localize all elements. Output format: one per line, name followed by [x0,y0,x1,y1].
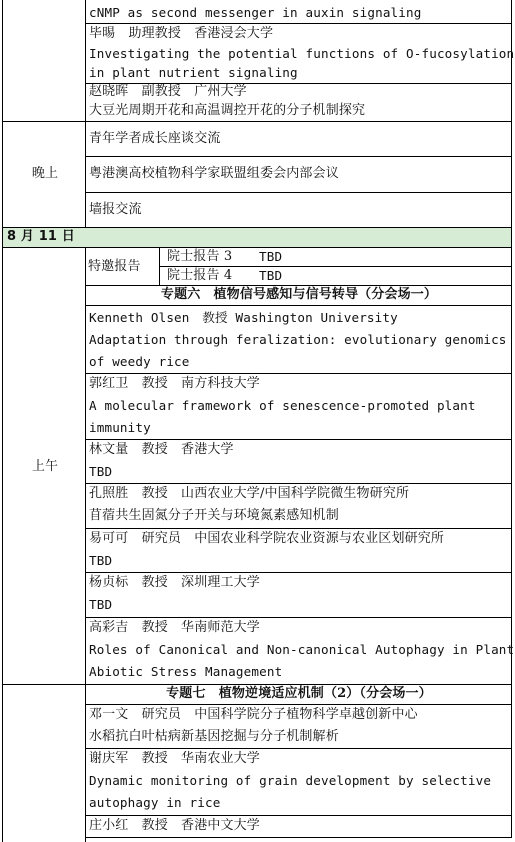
talk-title-line: 苜蓿共生固氮分子开关与环境氮素感知机制 [89,508,339,523]
talk-cell [86,573,512,618]
speaker-line: 庄小红 教授 香港中文大学 [89,818,260,833]
speaker-line: 邓一文 研究员 中国科学院分子植物科学卓越创新中心 [89,707,418,722]
continuation-block [2,0,515,122]
session-header [86,286,512,306]
talk-cell [86,374,512,440]
talk-title-line: autophagy in rice [89,795,221,810]
talk-cell [86,816,512,838]
speaker-line: 赵晓晖 副教授 广州大学 [89,84,247,99]
talk-cell [86,306,512,374]
evening-item [86,157,512,193]
session-title: 专题七 植物逆境适应机制（2）（分会场一） [166,686,432,701]
talk-title-line: 大豆光周期开花和高温调控开花的分子机制探究 [89,103,366,118]
talk-title-line: immunity [89,420,151,435]
speaker-line: 郭红卫 教授 南方科技大学 [89,376,260,391]
evening-item-text: 青年学者成长座谈交流 [89,131,221,146]
talk-title-line: TBD [89,553,113,568]
talk-title-line: A molecular framework of senescence-promoted plant [89,398,476,413]
keynote-title: 院士报告 3 [167,249,233,264]
talk-title-line: Investigating the potential functions of O-fucosylation [89,46,515,61]
time-label: 上午 [31,459,59,474]
time-cell-evening [2,121,86,228]
talk-title-line: of weedy rice [89,354,190,369]
keynote-value: TBD [259,249,283,264]
evening-item [86,121,512,157]
speaker-line: 孔照胜 教授 山西农业大学/中国科学院微生物研究所 [89,486,410,501]
date-bar [2,228,512,248]
time-cell-morning [2,248,86,685]
talk-title-line: 水稻抗白叶枯病新基因挖掘与分子机制解析 [89,729,339,744]
time-cell-empty [2,685,86,842]
talk-cell [86,24,515,84]
talk-title-line: Roles of Canonical and Non-canonical Autophagy in Plant [89,642,515,657]
keynote-value: TBD [259,268,283,283]
time-cell-empty [2,0,86,122]
session-header [86,685,512,705]
talk-line: cNMP as second messenger in auxin signaling [89,5,422,20]
time-label: 晚上 [31,166,59,181]
talk-title-line: Abiotic Stress Management [89,664,283,679]
talk-title-line: Dynamic monitoring of grain development by selective [89,773,492,788]
talk-cell [86,529,512,573]
evening-item-text: 墙报交流 [89,202,142,217]
morning-block [2,248,515,842]
speaker-line: 谢庆军 教授 华南农业大学 [89,751,260,766]
talk-cell [86,705,512,749]
talk-title-line: TBD [89,464,113,479]
keynote-label-cell [86,248,160,286]
talk-cell [86,484,512,529]
talk-cell [86,440,512,484]
evening-block [2,121,512,228]
talk-title-line: in plant nutrient signaling [89,65,298,80]
talk-title-line: TBD [89,597,113,612]
talk-cell [86,749,512,816]
speaker-line: 高彩吉 教授 华南师范大学 [89,620,260,635]
speaker-line: 毕晹 助理教授 香港浸会大学 [89,26,274,41]
speaker-line: Kenneth Olsen 教授 Washington University [89,310,398,325]
talk-title-line: Adaptation through feralization: evolutionary genomics [89,332,507,347]
talk-cell [86,618,515,685]
speaker-line: 易可可 研究员 中国农业科学院农业资源与农业区划研究所 [89,531,445,546]
speaker-line: 杨贞标 教授 深圳理工大学 [89,575,260,590]
keynote-label: 特邀报告 [88,259,141,274]
date-label: 8 月 11 日 [7,229,75,244]
talk-cell [86,0,512,24]
evening-item [86,193,512,228]
speaker-line: 林文量 教授 香港大学 [89,442,234,457]
evening-item-text: 粤港澳高校植物科学家联盟组委会内部会议 [89,166,339,181]
session-title: 专题六 植物信号感知与信号转导（分会场一） [160,287,438,302]
keynote-title: 院士报告 4 [167,268,233,283]
talk-cell [86,84,512,122]
